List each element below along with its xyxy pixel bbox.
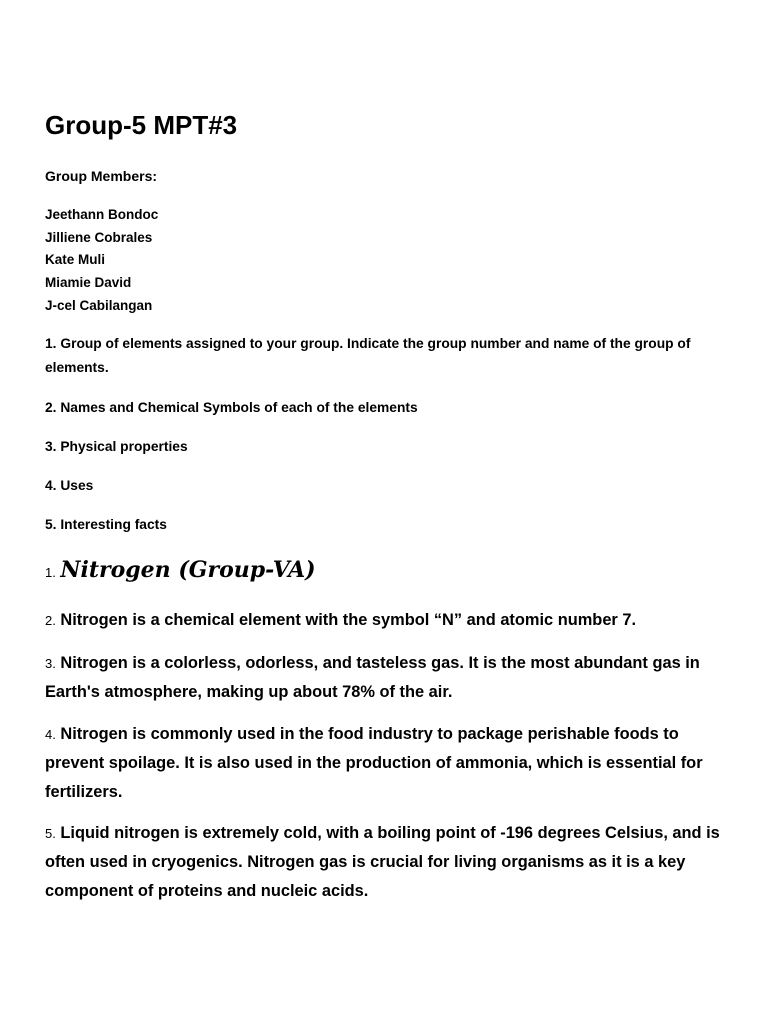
member-name: Kate Muli [45, 252, 106, 268]
answer-number: 2. [45, 613, 56, 628]
group-members-list [45, 204, 158, 318]
answer-3 [45, 649, 730, 707]
answer-5 [45, 819, 730, 905]
question-4: 4. Uses [45, 478, 94, 493]
member-name: Jeethann Bondoc [45, 207, 159, 222]
question-5: 5. Interesting facts [45, 517, 167, 532]
member-name: J-cel Cabilangan [45, 297, 153, 313]
answer-4 [45, 720, 730, 806]
answer-number: 4. [45, 727, 56, 742]
answer-text: Nitrogen is commonly used in the food industry to package perishable foods to prevent spoilage. It is also used in the production of ammonia, which is essential for fertilizers. [45, 725, 703, 801]
member-name: Miamie David [45, 275, 132, 291]
answer-2 [45, 606, 730, 635]
answer-number: 1. [45, 565, 56, 580]
answer-text: Liquid nitrogen is extremely cold, with a boiling point of -196 degrees Celsius, and is often used in cryogenics. Nitrogen gas is crucial for living organisms as it is a key component of proteins and nucleic acids. [45, 824, 720, 900]
answer-number: 5. [45, 826, 56, 841]
answer-text: Nitrogen is a colorless, odorless, and tasteless gas. It is the most abundant gas in Earth's atmosphere, making up about 78% of the air. [45, 654, 700, 702]
answer-text: Nitrogen is a chemical element with the symbol “N” and atomic number 7. [60, 611, 637, 629]
question-3: 3. Physical properties [45, 439, 188, 454]
member-name: Jilliene Cobrales [45, 229, 153, 245]
question-1: 1. Group of elements assigned to your group. Indicate the group number and name of the group of elements. [45, 336, 691, 375]
answer-number: 3. [45, 656, 56, 671]
question-2: 2. Names and Chemical Symbols of each of the elements [45, 400, 418, 415]
answer-1 [45, 554, 730, 589]
element-heading: Nitrogen (Group-VA) [60, 557, 316, 583]
page-title: Group-5 MPT#3 [45, 110, 238, 140]
group-members-label: Group Members: [45, 168, 158, 184]
